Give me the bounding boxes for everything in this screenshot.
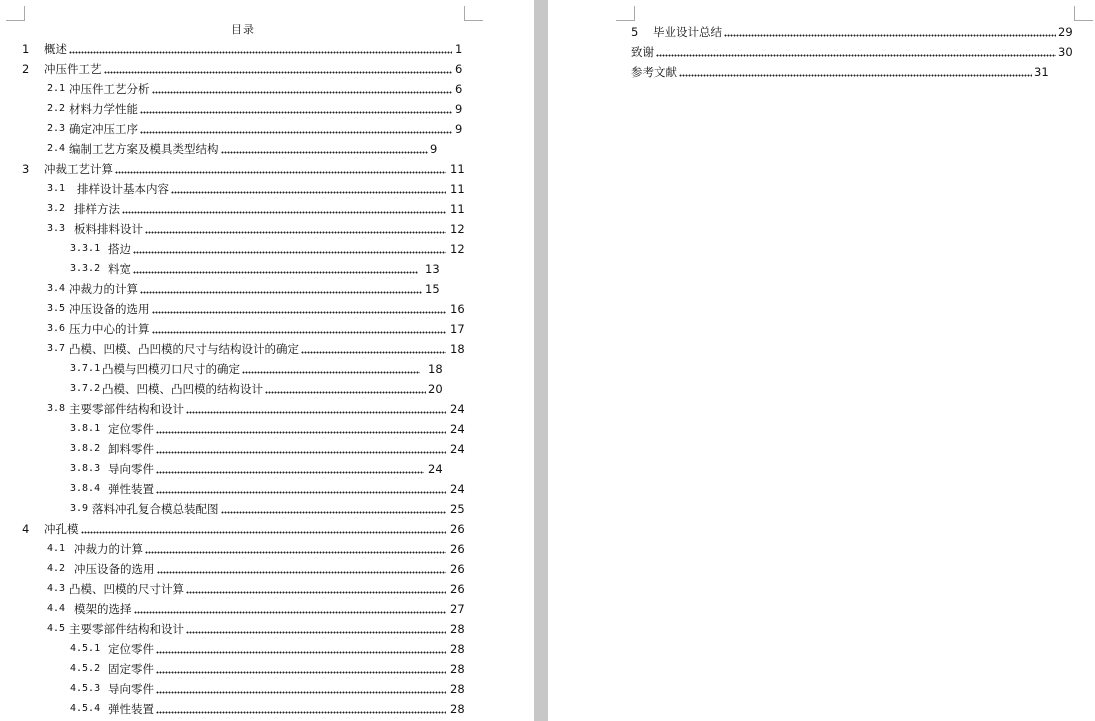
- toc-entry-page-number: 28: [450, 682, 465, 696]
- toc-leader-dots: [140, 121, 452, 137]
- toc-entry-number: 5: [631, 25, 639, 39]
- toc-entry[interactable]: [70, 441, 470, 457]
- toc-entry-label: 固定零件: [108, 662, 154, 676]
- toc-entry[interactable]: [70, 361, 448, 377]
- toc-entry[interactable]: [22, 61, 475, 77]
- toc-leader-dots: [133, 241, 446, 257]
- toc-leader-dots: [81, 521, 447, 537]
- toc-entry-label: 凸模、凹模的尺寸计算: [69, 582, 184, 596]
- toc-leader-dots: [221, 141, 429, 157]
- toc-entry-label: 料宽: [108, 262, 131, 276]
- toc-entry-number: 3.7.2: [70, 383, 101, 394]
- toc-leader-dots: [242, 361, 420, 377]
- toc-entry-page-number: 18: [428, 362, 443, 376]
- toc-entry[interactable]: [47, 561, 470, 577]
- toc-entry-label: 定位零件: [108, 422, 154, 436]
- toc-entry-label: 模架的选择: [74, 602, 132, 616]
- toc-entry-label: 概述: [44, 42, 67, 56]
- toc-entry[interactable]: [47, 401, 470, 417]
- toc-entry-label: 冲压件工艺: [44, 62, 102, 76]
- toc-leader-dots: [156, 641, 446, 657]
- toc-leader-dots: [656, 44, 1056, 60]
- toc-entry-page-number: 15: [425, 282, 440, 296]
- toc-entry-page-number: 17: [450, 322, 465, 336]
- toc-entry-page-number: 29: [1058, 25, 1073, 39]
- toc-leader-dots: [115, 161, 446, 177]
- toc-entry-page-number: 25: [450, 502, 465, 516]
- toc-entry-page-number: 1: [455, 42, 463, 56]
- toc-leader-dots: [145, 541, 446, 557]
- toc-entry-page-number: 24: [450, 402, 465, 416]
- toc-entry[interactable]: [631, 44, 1078, 60]
- toc-entry-number: 4: [22, 522, 30, 536]
- toc-entry[interactable]: [22, 161, 470, 177]
- toc-entry-label: 排样方法: [74, 202, 120, 216]
- toc-entry-page-number: 26: [450, 582, 465, 596]
- toc-entry[interactable]: [22, 521, 470, 537]
- toc-entry[interactable]: [631, 64, 1054, 80]
- toc-entry[interactable]: [47, 81, 475, 97]
- toc-entry-number: 2.2: [47, 103, 66, 114]
- toc-entry-label: 定位零件: [108, 642, 154, 656]
- toc-entry-number: 2.3: [47, 123, 66, 134]
- toc-leader-dots: [301, 341, 446, 357]
- toc-entry-number: 3.4: [47, 283, 66, 294]
- toc-entry-page-number: 11: [450, 162, 465, 176]
- toc-entry[interactable]: [22, 41, 475, 57]
- toc-entry[interactable]: [70, 641, 470, 657]
- toc-entry-label: 冲压件工艺分析: [69, 82, 150, 96]
- toc-entry-page-number: 28: [450, 662, 465, 676]
- toc-entry-page-number: 26: [450, 562, 465, 576]
- toc-entry[interactable]: [70, 461, 448, 477]
- toc-leader-dots: [133, 261, 418, 277]
- toc-entry-label: 毕业设计总结: [653, 25, 722, 39]
- toc-entry-number: 3.8.3: [70, 463, 101, 474]
- toc-entry-page-number: 24: [428, 462, 443, 476]
- toc-entry-page-number: 12: [450, 222, 465, 236]
- toc-entry-page-number: 9: [455, 102, 463, 116]
- toc-entry[interactable]: [70, 261, 445, 277]
- toc-title: 目录: [231, 23, 255, 36]
- toc-entry-page-number: 6: [455, 82, 463, 96]
- toc-leader-dots: [140, 101, 452, 117]
- toc-entry-label: 主要零部件结构和设计: [69, 622, 184, 636]
- toc-entry-label: 冲压设备的选用: [74, 562, 155, 576]
- toc-entry-number: 3.8.1: [70, 423, 101, 434]
- toc-entry-page-number: 12: [450, 242, 465, 256]
- toc-entry[interactable]: [47, 601, 470, 617]
- toc-entry-page-number: 9: [455, 122, 463, 136]
- toc-entry[interactable]: [70, 681, 470, 697]
- toc-entry-number: 4.1: [47, 543, 66, 554]
- toc-entry[interactable]: [47, 121, 475, 137]
- toc-entry-label: 排样设计基本内容: [77, 182, 169, 196]
- toc-entry-label: 搭边: [108, 242, 131, 256]
- toc-entry-number: 3.1: [47, 183, 66, 194]
- document-page-left: [0, 0, 534, 721]
- toc-entry[interactable]: [70, 241, 470, 257]
- toc-entry-label: 冲孔模: [44, 522, 79, 536]
- toc-entry-number: 4.4: [47, 603, 66, 614]
- toc-entry[interactable]: [631, 24, 1078, 40]
- toc-entry[interactable]: [47, 541, 470, 557]
- toc-entry-page-number: 28: [450, 702, 465, 716]
- toc-entry-label: 凸模与凹模刃口尺寸的确定: [102, 362, 240, 376]
- toc-entry[interactable]: [70, 701, 470, 717]
- toc-entry-page-number: 20: [428, 382, 443, 396]
- toc-leader-dots: [186, 401, 446, 417]
- toc-leader-dots: [134, 601, 447, 617]
- toc-entry[interactable]: [70, 661, 470, 677]
- toc-leader-dots: [724, 24, 1056, 40]
- toc-entry-label: 材料力学性能: [69, 102, 138, 116]
- toc-entry-number: 3.7: [47, 343, 66, 354]
- toc-entry-label: 冲压设备的选用: [69, 302, 150, 316]
- page-corner-mark: [464, 6, 483, 21]
- toc-entry-label: 导向零件: [108, 682, 154, 696]
- toc-entry-label: 压力中心的计算: [69, 322, 150, 336]
- page-corner-mark: [616, 6, 635, 21]
- toc-entry-page-number: 26: [450, 522, 465, 536]
- toc-entry-number: 3.8.2: [70, 443, 101, 454]
- toc-entry-page-number: 11: [450, 202, 465, 216]
- toc-entry-label: 确定冲压工序: [69, 122, 138, 136]
- toc-entry-label: 弹性装置: [108, 482, 154, 496]
- toc-leader-dots: [157, 561, 447, 577]
- toc-leader-dots: [152, 321, 447, 337]
- toc-entry[interactable]: [70, 481, 470, 497]
- toc-entry-label: 冲裁工艺计算: [44, 162, 113, 176]
- toc-leader-dots: [156, 681, 446, 697]
- page-corner-mark: [1074, 6, 1093, 21]
- toc-entry-page-number: 24: [450, 482, 465, 496]
- toc-entry-page-number: 11: [450, 182, 465, 196]
- toc-entry-page-number: 13: [425, 262, 440, 276]
- toc-entry-label: 冲裁力的计算: [74, 542, 143, 556]
- toc-entry-page-number: 16: [450, 302, 465, 316]
- toc-entry-number: 3.2: [47, 203, 66, 214]
- toc-entry-label: 落料冲孔复合模总装配图: [92, 502, 219, 516]
- toc-entry[interactable]: [47, 281, 445, 297]
- toc-entry[interactable]: [47, 321, 470, 337]
- toc-entry-number: 3.3.2: [70, 263, 101, 274]
- toc-entry-number: 2.4: [47, 143, 66, 154]
- toc-leader-dots: [186, 621, 446, 637]
- toc-entry[interactable]: [47, 141, 450, 157]
- toc-entry-number: 2: [22, 62, 30, 76]
- toc-entry-number: 3.6: [47, 323, 66, 334]
- toc-entry-page-number: 9: [430, 142, 438, 156]
- toc-leader-dots: [156, 481, 446, 497]
- toc-entry-number: 2.1: [47, 83, 66, 94]
- toc-leader-dots: [145, 221, 446, 237]
- toc-entry-page-number: 24: [450, 422, 465, 436]
- toc-entry-number: 3.3: [47, 223, 66, 234]
- toc-entry-label: 冲裁力的计算: [69, 282, 138, 296]
- toc-entry[interactable]: [47, 101, 475, 117]
- toc-entry-label: 主要零部件结构和设计: [69, 402, 184, 416]
- toc-entry-page-number: 26: [450, 542, 465, 556]
- toc-entry-number: 4.5.2: [70, 663, 101, 674]
- toc-leader-dots: [104, 61, 453, 77]
- toc-entry[interactable]: [47, 621, 470, 637]
- toc-entry-number: 1: [22, 42, 30, 56]
- toc-leader-dots: [679, 64, 1032, 80]
- toc-entry-label: 凸模、凹模、凸凹模的结构设计: [102, 382, 263, 396]
- toc-entry-number: 3.9: [70, 503, 89, 514]
- toc-entry-label: 编制工艺方案及模具类型结构: [69, 142, 219, 156]
- toc-entry-number: 4.3: [47, 583, 66, 594]
- toc-entry-page-number: 6: [455, 62, 463, 76]
- toc-leader-dots: [156, 701, 446, 717]
- toc-leader-dots: [156, 421, 446, 437]
- toc-entry-page-number: 28: [450, 642, 465, 656]
- toc-entry[interactable]: [70, 421, 470, 437]
- toc-entry-number: 4.5.1: [70, 643, 101, 654]
- toc-entry-number: 4.5.3: [70, 683, 101, 694]
- toc-leader-dots: [221, 501, 447, 517]
- toc-entry[interactable]: [70, 501, 470, 517]
- toc-entry-page-number: 24: [450, 442, 465, 456]
- toc-entry-label: 参考文献: [631, 65, 677, 79]
- toc-entry[interactable]: [47, 301, 470, 317]
- toc-entry-label: 致谢: [631, 45, 654, 59]
- toc-entry[interactable]: [47, 181, 470, 197]
- toc-entry-number: 3.5: [47, 303, 66, 314]
- toc-entry-label: 弹性装置: [108, 702, 154, 716]
- toc-entry[interactable]: [47, 201, 470, 217]
- toc-entry-number: 3.3.1: [70, 243, 101, 254]
- toc-entry-label: 板料排料设计: [74, 222, 143, 236]
- toc-entry-number: 4.5.4: [70, 703, 101, 714]
- toc-leader-dots: [265, 381, 426, 397]
- toc-entry-page-number: 18: [450, 342, 465, 356]
- toc-entry[interactable]: [47, 341, 470, 357]
- toc-leader-dots: [186, 581, 446, 597]
- toc-entry-number: 3.8: [47, 403, 66, 414]
- toc-leader-dots: [152, 301, 447, 317]
- toc-leader-dots: [156, 661, 446, 677]
- toc-entry-label: 凸模、凹模、凸凹模的尺寸与结构设计的确定: [69, 342, 299, 356]
- toc-entry[interactable]: [47, 221, 470, 237]
- document-page-right: [548, 0, 1095, 721]
- page-separator: [534, 0, 548, 721]
- toc-leader-dots: [156, 461, 424, 477]
- toc-entry-page-number: 27: [450, 602, 465, 616]
- toc-leader-dots: [69, 41, 452, 57]
- toc-entry-number: 3: [22, 162, 30, 176]
- toc-entry-label: 卸料零件: [108, 442, 154, 456]
- toc-leader-dots: [152, 81, 453, 97]
- toc-leader-dots: [122, 201, 446, 217]
- toc-entry-label: 导向零件: [108, 462, 154, 476]
- page-corner-mark: [6, 6, 25, 21]
- toc-entry[interactable]: [47, 581, 470, 597]
- toc-leader-dots: [171, 181, 446, 197]
- toc-leader-dots: [156, 441, 446, 457]
- toc-entry-number: 4.2: [47, 563, 66, 574]
- toc-entry-number: 4.5: [47, 623, 66, 634]
- toc-entry-page-number: 31: [1034, 65, 1049, 79]
- toc-leader-dots: [140, 281, 422, 297]
- toc-entry-page-number: 28: [450, 622, 465, 636]
- toc-entry[interactable]: [70, 381, 448, 397]
- toc-entry-number: 3.8.4: [70, 483, 101, 494]
- toc-entry-page-number: 30: [1058, 45, 1073, 59]
- toc-entry-number: 3.7.1: [70, 363, 101, 374]
